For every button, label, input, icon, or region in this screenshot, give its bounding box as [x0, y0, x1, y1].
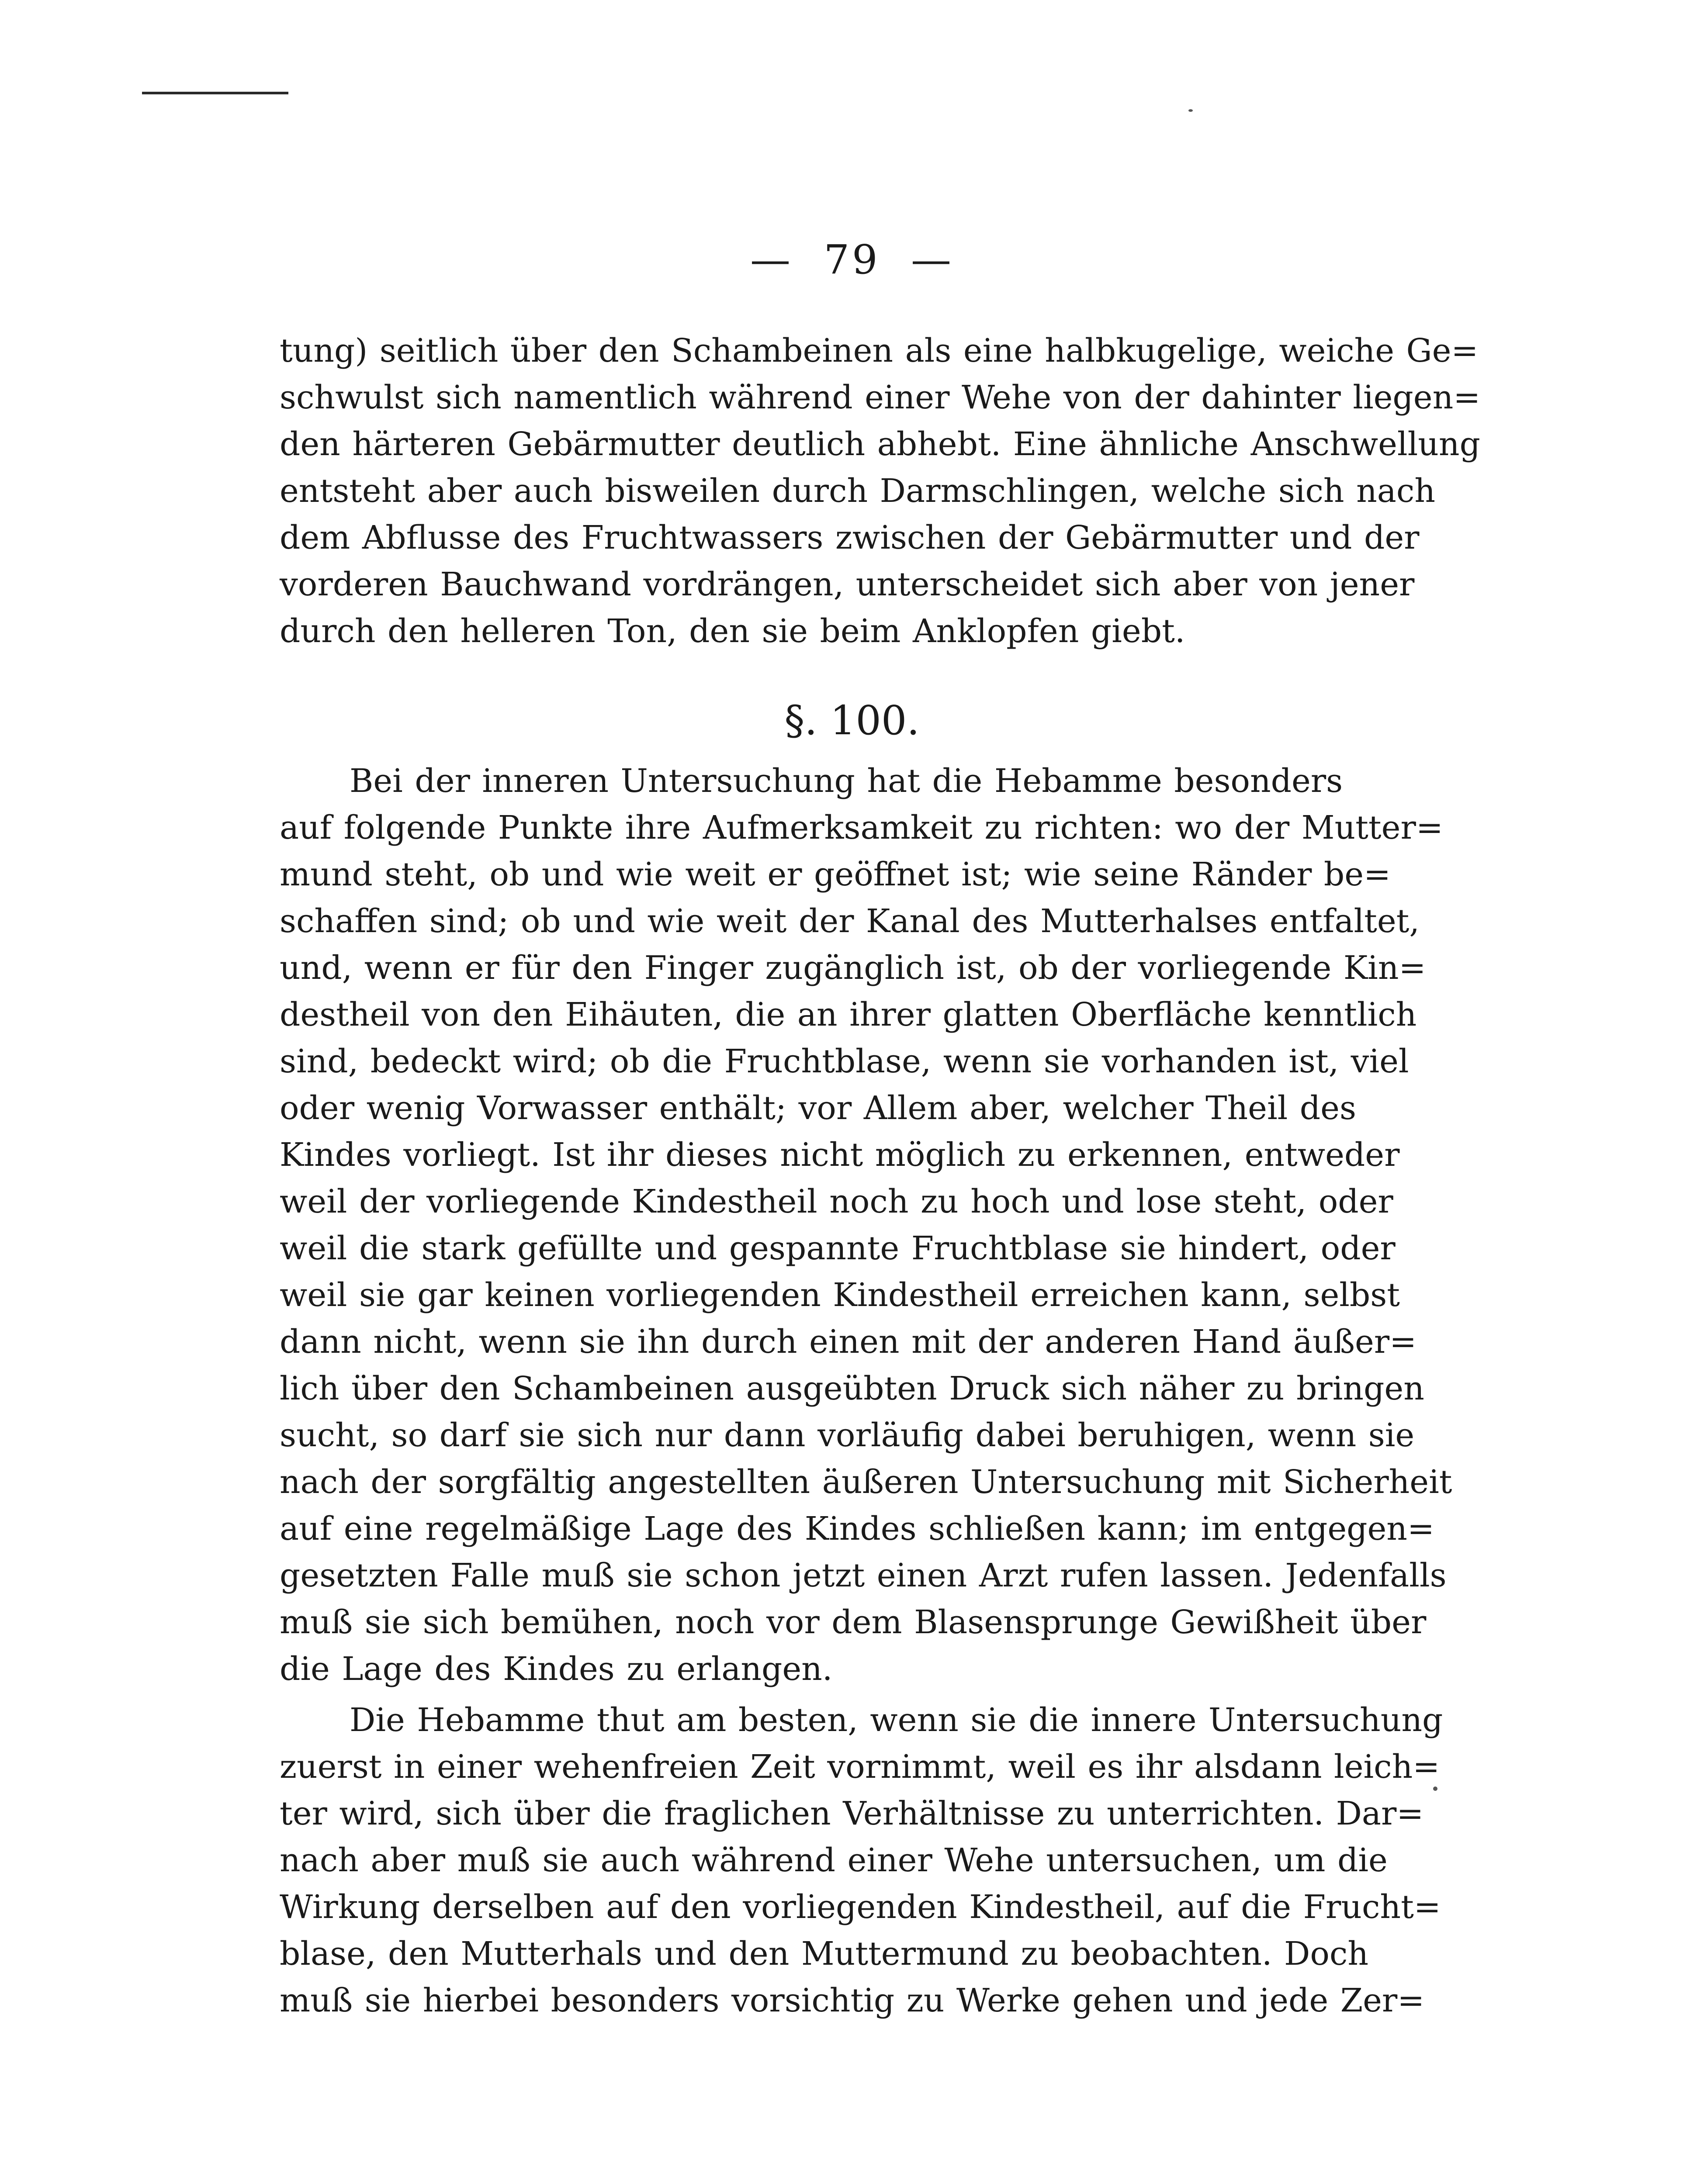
text-line: nach aber muß sie auch während einer Wehe untersuchen, um die [280, 1842, 1388, 1879]
text-line: weil die stark gefüllte und gespannte Fruchtblase sie hindert, oder [280, 1230, 1396, 1267]
text-line: und, wenn er für den Finger zugänglich ist, ob der vorliegende Kin= [280, 949, 1426, 987]
text-line: mund steht, ob und wie weit er geöffnet ist; wie seine Ränder be= [280, 856, 1391, 893]
text-line: blase, den Mutterhals und den Muttermund zu beobachten. Doch [280, 1935, 1369, 1973]
text-line: weil der vorliegende Kindestheil noch zu hoch und lose steht, oder [280, 1183, 1393, 1220]
section-title: §. 100. [784, 697, 920, 744]
text-line: Kindes vorliegt. Ist ihr dieses nicht möglich zu erkennen, entweder [280, 1136, 1400, 1174]
text-line: schaffen sind; ob und wie weit der Kanal des Mutterhalses entfaltet, [280, 902, 1420, 940]
text-line: zuerst in einer wehenfreien Zeit vornimmt, weil es ihr alsdann leich= [280, 1748, 1440, 1786]
top-edge-rule [142, 92, 288, 94]
text-line: Wirkung derselben auf den vorliegenden Kindestheil, auf die Frucht= [280, 1888, 1441, 1926]
text-line: tung) seitlich über den Schambeinen als eine halbkugelige, weiche Ge= [280, 332, 1479, 370]
ink-speck [1433, 1787, 1437, 1791]
text-line: vorderen Bauchwand vordrängen, unterscheidet sich aber von jener [280, 566, 1415, 603]
text-line: ter wird, sich über die fraglichen Verhältnisse zu unterrichten. Dar= [280, 1795, 1424, 1832]
page-number-header: — 79 — [750, 236, 954, 283]
text-line: gesetzten Falle muß sie schon jetzt einen Arzt rufen lassen. Jedenfalls [280, 1557, 1447, 1594]
text-line: lich über den Schambeinen ausgeübten Druck sich näher zu bringen [280, 1370, 1424, 1407]
text-line: durch den helleren Ton, den sie beim Anklopfen giebt. [280, 612, 1185, 650]
text-line: auf folgende Punkte ihre Aufmerksamkeit zu richten: wo der Mutter= [280, 809, 1443, 847]
text-line: Die Hebamme thut am besten, wenn sie die innere Untersuchung [350, 1701, 1443, 1739]
text-line: dem Abflusse des Fruchtwassers zwischen der Gebärmutter und der [280, 519, 1420, 556]
text-line: muß sie hierbei besonders vorsichtig zu Werke gehen und jede Zer= [280, 1982, 1425, 2019]
text-line: schwulst sich namentlich während einer Wehe von der dahinter liegen= [280, 379, 1481, 416]
text-line: Bei der inneren Untersuchung hat die Hebamme besonders [350, 762, 1343, 800]
text-line: sind, bedeckt wird; ob die Fruchtblase, wenn sie vorhanden ist, viel [280, 1043, 1409, 1080]
text-line: den härteren Gebärmutter deutlich abhebt. Eine ähnliche Anschwellung [280, 425, 1480, 463]
text-line: weil sie gar keinen vorliegenden Kindestheil erreichen kann, selbst [280, 1276, 1400, 1314]
paragraph-1 [280, 328, 1481, 655]
paragraph-2 [280, 758, 1452, 1693]
text-line: sucht, so darf sie sich nur dann vorläufig dabei beruhigen, wenn sie [280, 1417, 1415, 1454]
paragraph-3 [280, 1697, 1443, 2024]
text-line: oder wenig Vorwasser enthält; vor Allem aber, welcher Theil des [280, 1089, 1356, 1127]
text-line: dann nicht, wenn sie ihn durch einen mit der anderen Hand äußer= [280, 1323, 1417, 1361]
text-line: die Lage des Kindes zu erlangen. [280, 1650, 833, 1688]
text-line: muß sie sich bemühen, noch vor dem Blasensprunge Gewißheit über [280, 1603, 1427, 1641]
text-line: destheil von den Eihäuten, die an ihrer glatten Oberfläche kenntlich [280, 996, 1417, 1033]
text-line: entsteht aber auch bisweilen durch Darmschlingen, welche sich nach [280, 472, 1435, 510]
ink-speck [1188, 109, 1193, 112]
text-line: auf eine regelmäßige Lage des Kindes schließen kann; im entgegen= [280, 1510, 1434, 1548]
text-line: nach der sorgfältig angestellten äußeren Untersuchung mit Sicherheit [280, 1463, 1452, 1501]
